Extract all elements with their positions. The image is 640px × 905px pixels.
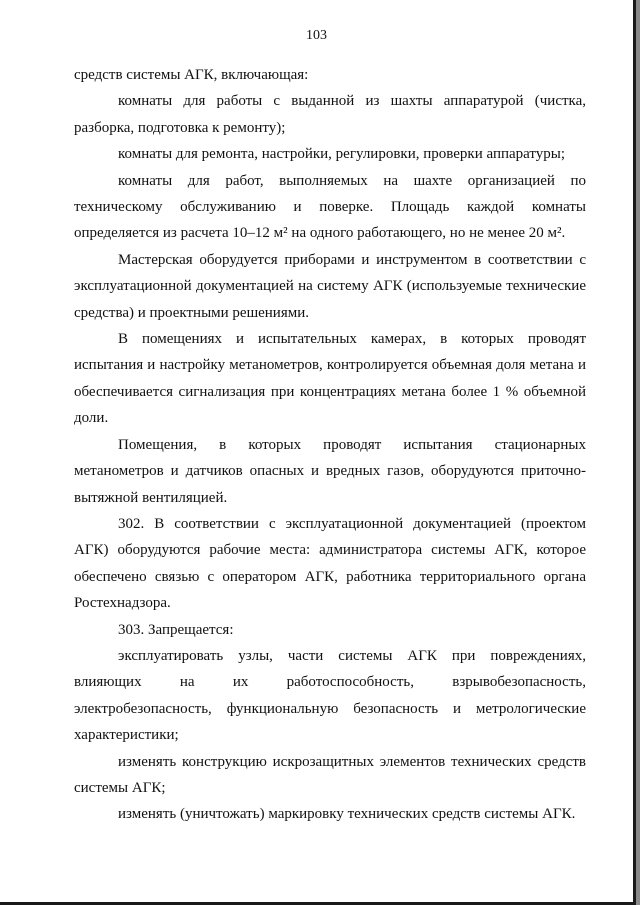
paragraph: изменять (уничтожать) маркировку технических средств системы АГК. (118, 806, 576, 823)
page-number: 103 (306, 28, 327, 43)
paragraph: Мастерская оборудуется приборами и инструментом в соответствии с эксплуатационной документацией на систему АГК (используемые технические средства) и проектными решениями. (74, 251, 586, 321)
paragraph: комнаты для ремонта, настройки, регулировки, проверки аппаратуры; (118, 146, 566, 163)
paragraph: 302. В соответствии с эксплуатационной документацией (проектом АГК) оборудуются рабочие места: администратора системы АГК, которое обеспечено связью с оператором АГК, работника территориального органа Ростехнадзора. (74, 515, 586, 612)
paragraph: эксплуатировать узлы, части системы АГК при повреждениях, влияющих на их работоспособность, взрывобезопасность, электробезопасность, функциональную безопасность и метрологические характеристики; (74, 647, 586, 744)
paragraph: 303. Запрещается: (118, 621, 234, 638)
paragraph: комнаты для работ, выполняемых на шахте организацией по техническому обслуживанию и поверке. Площадь каждой комнаты определяется из расчета 10–12 м² на одного работающего, но не менее 20 м². (74, 172, 586, 242)
paragraph: В помещениях и испытательных камерах, в которых проводят испытания и настройку метанометров, контролируется объемная доля метана и обеспечивается сигнализация при концентрациях метана более 1 % объемной доли. (74, 331, 586, 427)
paragraph: комнаты для работы с выданной из шахты аппаратурой (чистка, разборка, подготовка к ремонту); (74, 93, 586, 136)
document-body (74, 62, 586, 828)
paragraph: средств системы АГК, включающая: (74, 67, 309, 83)
paragraph: Помещения, в которых проводят испытания стационарных метанометров и датчиков опасных и вредных газов, оборудуются приточно-вытяжной вентиляцией. (74, 436, 586, 506)
paragraph: изменять конструкцию искрозащитных элементов технических средств системы АГК; (74, 753, 586, 796)
